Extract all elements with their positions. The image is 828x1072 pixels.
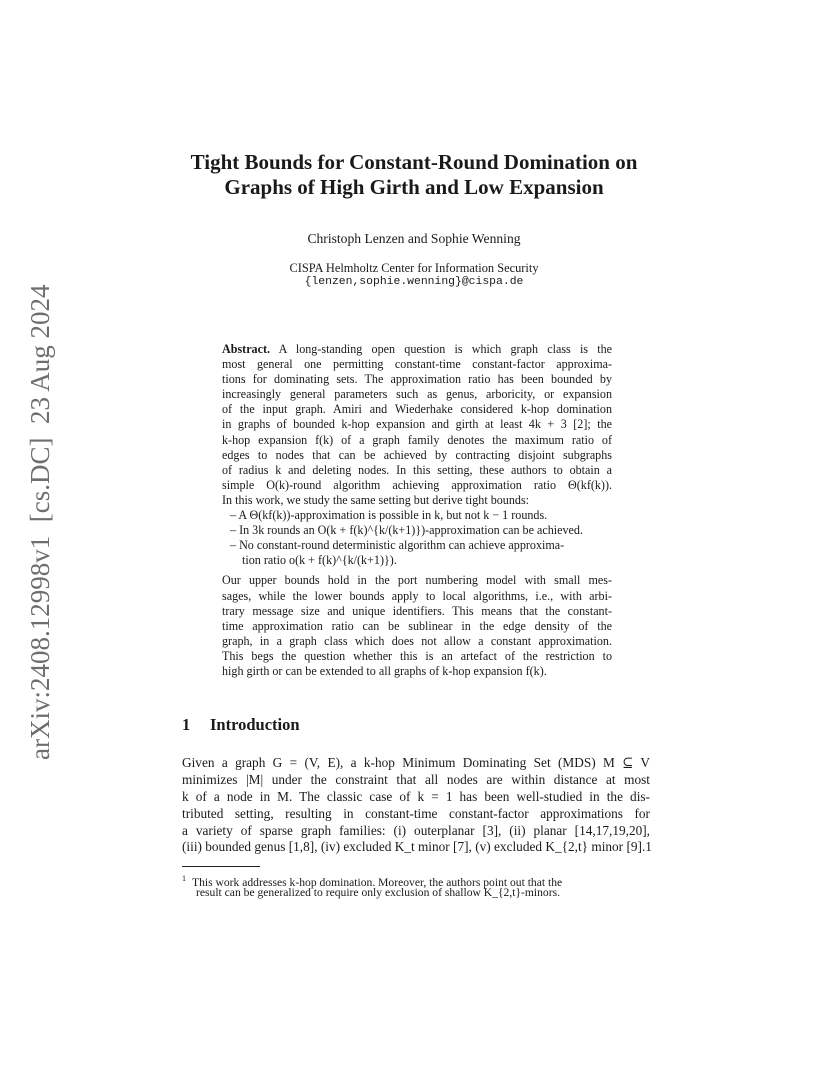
section-title: Introduction xyxy=(210,715,300,734)
abstract-line: increasingly general parameters such as genus, arboricity, or expansion xyxy=(222,387,612,402)
footnote xyxy=(182,872,650,901)
abstract-line xyxy=(222,342,612,357)
abstract-line: of the input graph. Amiri and Wiederhake considered k-hop domination xyxy=(222,402,612,417)
body-line: minimizes |M| under the constraint that all nodes are within distance at most xyxy=(182,771,650,787)
abstract-line: tions for dominating sets. The approximation ratio has been bounded by xyxy=(222,372,612,387)
abstract-line: k-hop expansion f(k) of a graph family denotes the maximum ratio of xyxy=(222,432,612,447)
body-line: tributed setting, resulting in constant-time constant-factor approximations for xyxy=(182,805,650,821)
abstract-line: edges to nodes that can be achieved by contracting disjoint subgraphs xyxy=(222,447,612,462)
abstract-line: high girth or can be extended to all graphs of k-hop expansion f(k). xyxy=(222,663,547,678)
abstract-line: simple O(k)-round algorithm achieving approximation ratio Θ(kf(k)). xyxy=(222,477,612,492)
introduction-paragraph xyxy=(182,755,650,856)
abstract-line: time approximation ratio can be sublinear in the edge density of the xyxy=(222,618,612,633)
abstract-first-line: A long-standing open question is which graph class is the xyxy=(270,342,612,356)
abstract-line: Our upper bounds hold in the port numbering model with small mes- xyxy=(222,573,612,588)
abstract-line: sages, while the lower bounds apply to local algorithms, i.e., with arbi- xyxy=(222,588,612,603)
body-line: (iii) bounded genus [1,8], (iv) excluded K_t minor [7], (v) excluded K_{2,t} minor [9].1 xyxy=(182,839,652,855)
paper-title xyxy=(150,150,678,200)
footnote-mark: 1 xyxy=(182,874,186,883)
abstract-bullet: – In 3k rounds an O(k + f(k)^{k/(k+1)})-approximation can be achieved. xyxy=(230,523,583,538)
abstract xyxy=(222,342,612,679)
abstract-line: in graphs of bounded k-hop expansion and girth at least 4k + 3 [2]; the xyxy=(222,417,612,432)
abstract-bullet: – A Θ(kf(k))-approximation is possible in k, but not k − 1 rounds. xyxy=(230,508,548,523)
abstract-line: most general one permitting constant-time constant-factor approxima- xyxy=(222,357,612,372)
section-heading xyxy=(182,715,300,735)
arxiv-identifier-svg xyxy=(22,282,58,762)
arxiv-identifier[interactable] xyxy=(22,282,58,762)
title-line-1: Tight Bounds for Constant-Round Domination on xyxy=(190,150,638,174)
body-line: k of a node in M. The classic case of k = 1 has been well-studied in the dis- xyxy=(182,788,650,804)
author-emails: {lenzen,sophie.wenning}@cispa.de xyxy=(304,276,524,288)
body-line: Given a graph G = (V, E), a k-hop Minimum Dominating Set (MDS) M ⊆ V xyxy=(182,755,650,770)
affiliation: CISPA Helmholtz Center for Information Security xyxy=(289,261,539,275)
footnote-rule xyxy=(182,866,260,867)
arxiv-identifier-text: arXiv:2408.12998v1 [cs.DC] 23 Aug 2024 xyxy=(25,284,55,760)
abstract-line: of radius k and deleting nodes. In this setting, these authors to obtain a xyxy=(222,462,612,477)
abstract-line: In this work, we study the same setting but derive tight bounds: xyxy=(222,492,530,507)
abstract-line: This begs the question whether this is an artefact of the restriction to xyxy=(222,648,612,663)
footnote-line: result can be generalized to require only exclusion of shallow K_{2,t}-minors. xyxy=(196,886,560,900)
abstract-line: graph, in a graph class which does not allow a constant approximation. xyxy=(222,633,612,648)
abstract-bullet: – No constant-round deterministic algorithm can achieve approxima- xyxy=(230,538,565,553)
section-number: 1 xyxy=(182,715,191,734)
footnote-text-1: This work addresses k-hop domination. Moreover, the authors point out that the xyxy=(192,875,563,889)
author-list: Christoph Lenzen and Sophie Wenning xyxy=(307,231,521,246)
title-line-2: Graphs of High Girth and Low Expansion xyxy=(224,175,604,199)
body-line: a variety of sparse graph families: (i) outerplanar [3], (ii) planar [14,17,19,20], xyxy=(182,822,650,838)
abstract-bullet-continuation: tion ratio o(k + f(k)^{k/(k+1)}). xyxy=(242,553,397,568)
abstract-label: Abstract. xyxy=(222,342,271,356)
abstract-line: trary message size and unique identifiers. This means that the constant- xyxy=(222,603,612,618)
footnote-line xyxy=(182,872,650,889)
